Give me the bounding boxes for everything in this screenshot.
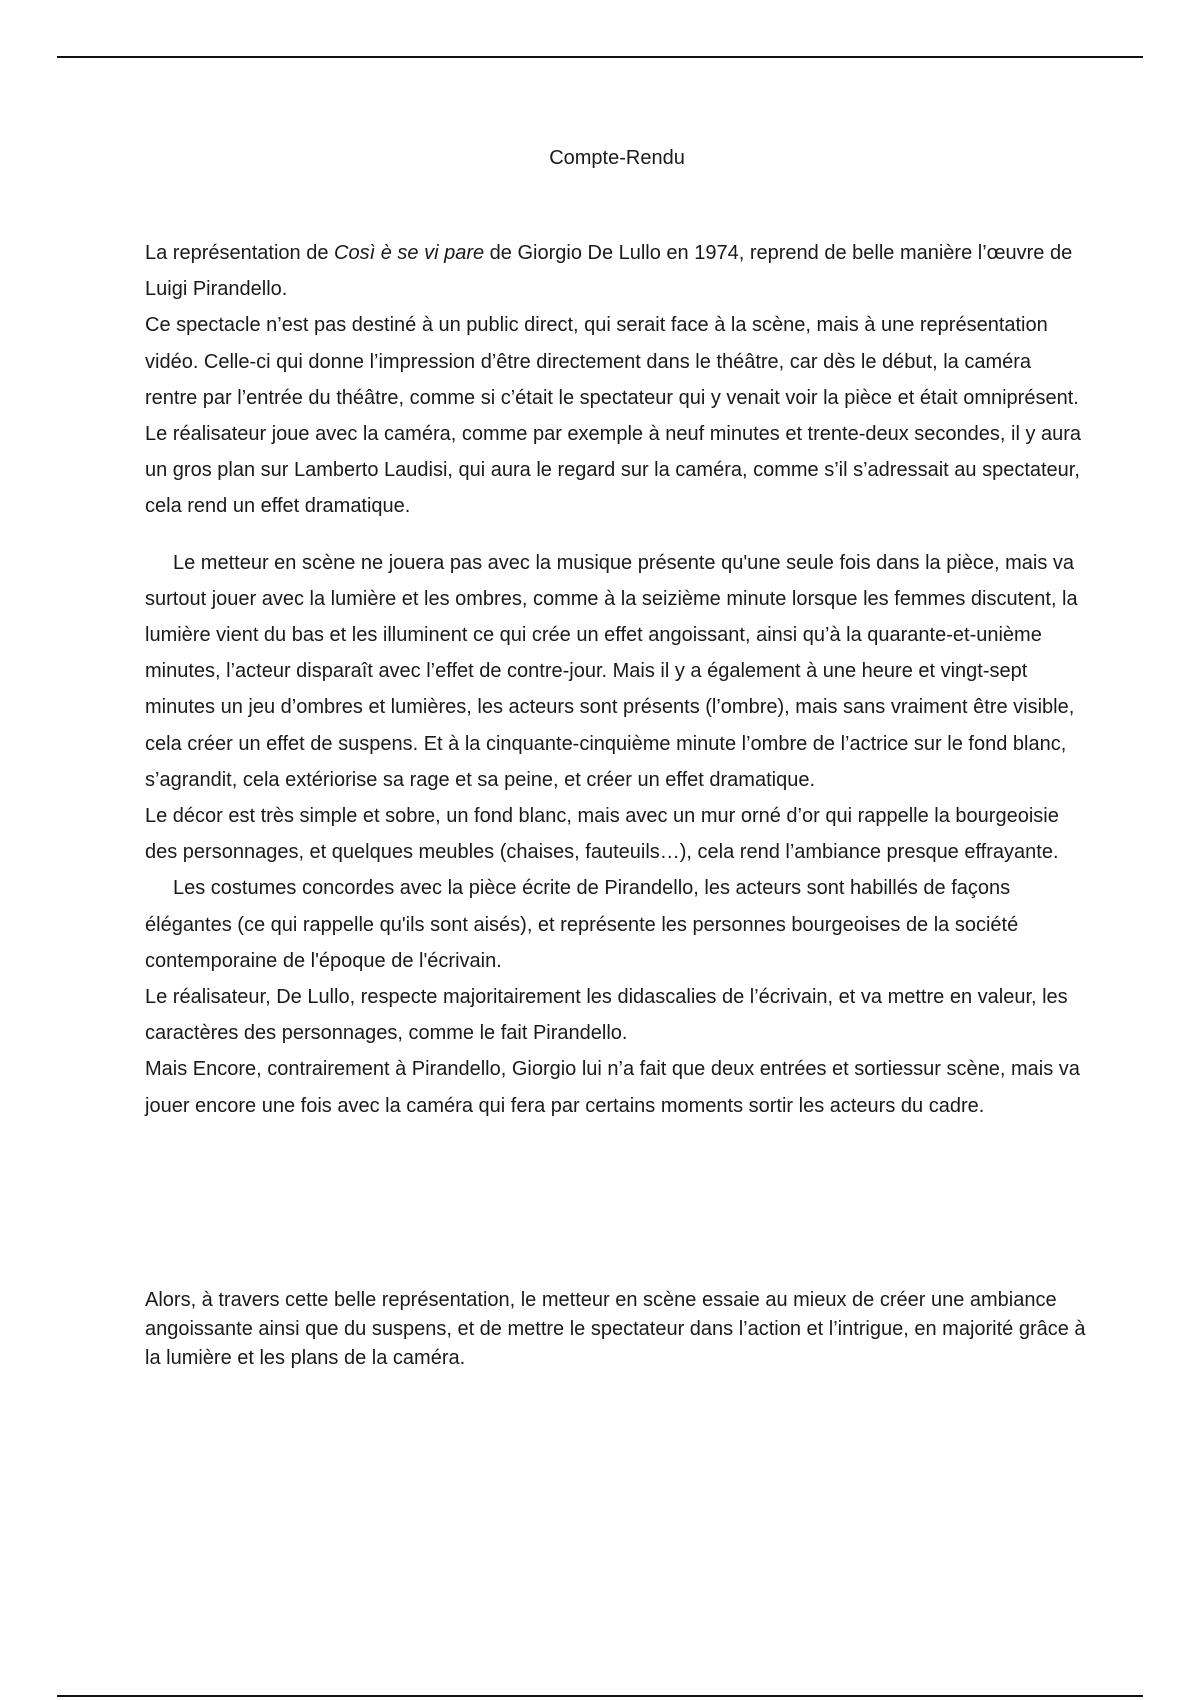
footer-rule <box>57 1695 1143 1697</box>
paragraph-decor: Le décor est très simple et sobre, un fond blanc, mais avec un mur orné d’or qui rappelle la bourgeoisie des personnages, et quelques meubles (chaises, fauteuils…), cela rend l’ambiance presque effrayante. <box>145 805 1059 864</box>
paragraph-costumes: Les costumes concordes avec la pièce écrite de Pirandello, les acteurs sont habillés de façons élégantes (ce qui rappelle qu'ils sont aisés), et représente les personnes bourgeoises de la société contemporaine de l'époque de l'écrivain. <box>145 877 1019 972</box>
play-title: Così è se vi pare <box>334 242 485 264</box>
intro-text-end: de Giorgio De Lullo en 1974, reprend de belle manière l’œuvre de Luigi Pirandello. <box>145 242 1073 301</box>
paragraph-lighting: Le metteur en scène ne jouera pas avec la musique présente qu'une seule fois dans la pièce, mais va surtout jouer avec la lumière et les ombres, comme à la seizième minute lorsque les femmes discutent, la lumière vient du bas et les illuminent ce qui crée un effet angoissant, ainsi qu’à la quarante-et-unième minutes, l’acteur disparaît avec l’effet de contre-jour. Mais il y a également à une heure et vingt-sept minutes un jeu d’ombres et lumières, les acteurs sont présents (l’ombre), mais sans vraiment être visible, cela créer un effet de suspens. Et à la cinquante-cinquième minute l’ombre de l’actrice sur le fond blanc, s’agrandit, cela extériorise sa rage et sa peine, et créer un effet dramatique. <box>145 551 1078 791</box>
document-title: Compte-Rendu <box>549 147 685 169</box>
paragraph-camera: Ce spectacle n’est pas destiné à un public direct, qui serait face à la scène, mais à une représentation vidéo. Celle-ci qui donne l’impression d’être directement dans le théâtre, car dès le début, la caméra rentre par l’entrée du théâtre, comme si c’était le spectateur qui y venait voir la pièce et était omniprésent. Le réalisateur joue avec la caméra, comme par exemple à neuf minutes et trente-deux secondes, il y aura un gros plan sur Lamberto Laudisi, qui aura le regard sur la caméra, comme s’il s’adressait au spectateur, cela rend un effet dramatique. <box>145 314 1082 518</box>
paragraph-director: Le réalisateur, De Lullo, respecte majoritairement les didascalies de l’écrivain, et va mettre en valeur, les caractères des personnages, comme le fait Pirandello. <box>145 986 1068 1045</box>
intro-text-start: La représentation de <box>145 242 335 264</box>
intro-paragraph <box>145 235 1087 307</box>
document-body <box>145 235 1087 1124</box>
header-rule <box>57 56 1143 58</box>
paragraph-entrances: Mais Encore, contrairement à Pirandello, Giorgio lui n’a fait que deux entrées et sortiessur scène, mais va jouer encore une fois avec la caméra qui fera par certains moments sortir les acteurs du cadre. <box>145 1058 1080 1117</box>
conclusion-paragraph: Alors, à travers cette belle représentation, le metteur en scène essaie au mieux de créer une ambiance angoissante ainsi que du suspens, et de mettre le spectateur dans l’action et l’intrigue, en majorité grâce à la lumière et les plans de la caméra. <box>145 1289 1086 1369</box>
